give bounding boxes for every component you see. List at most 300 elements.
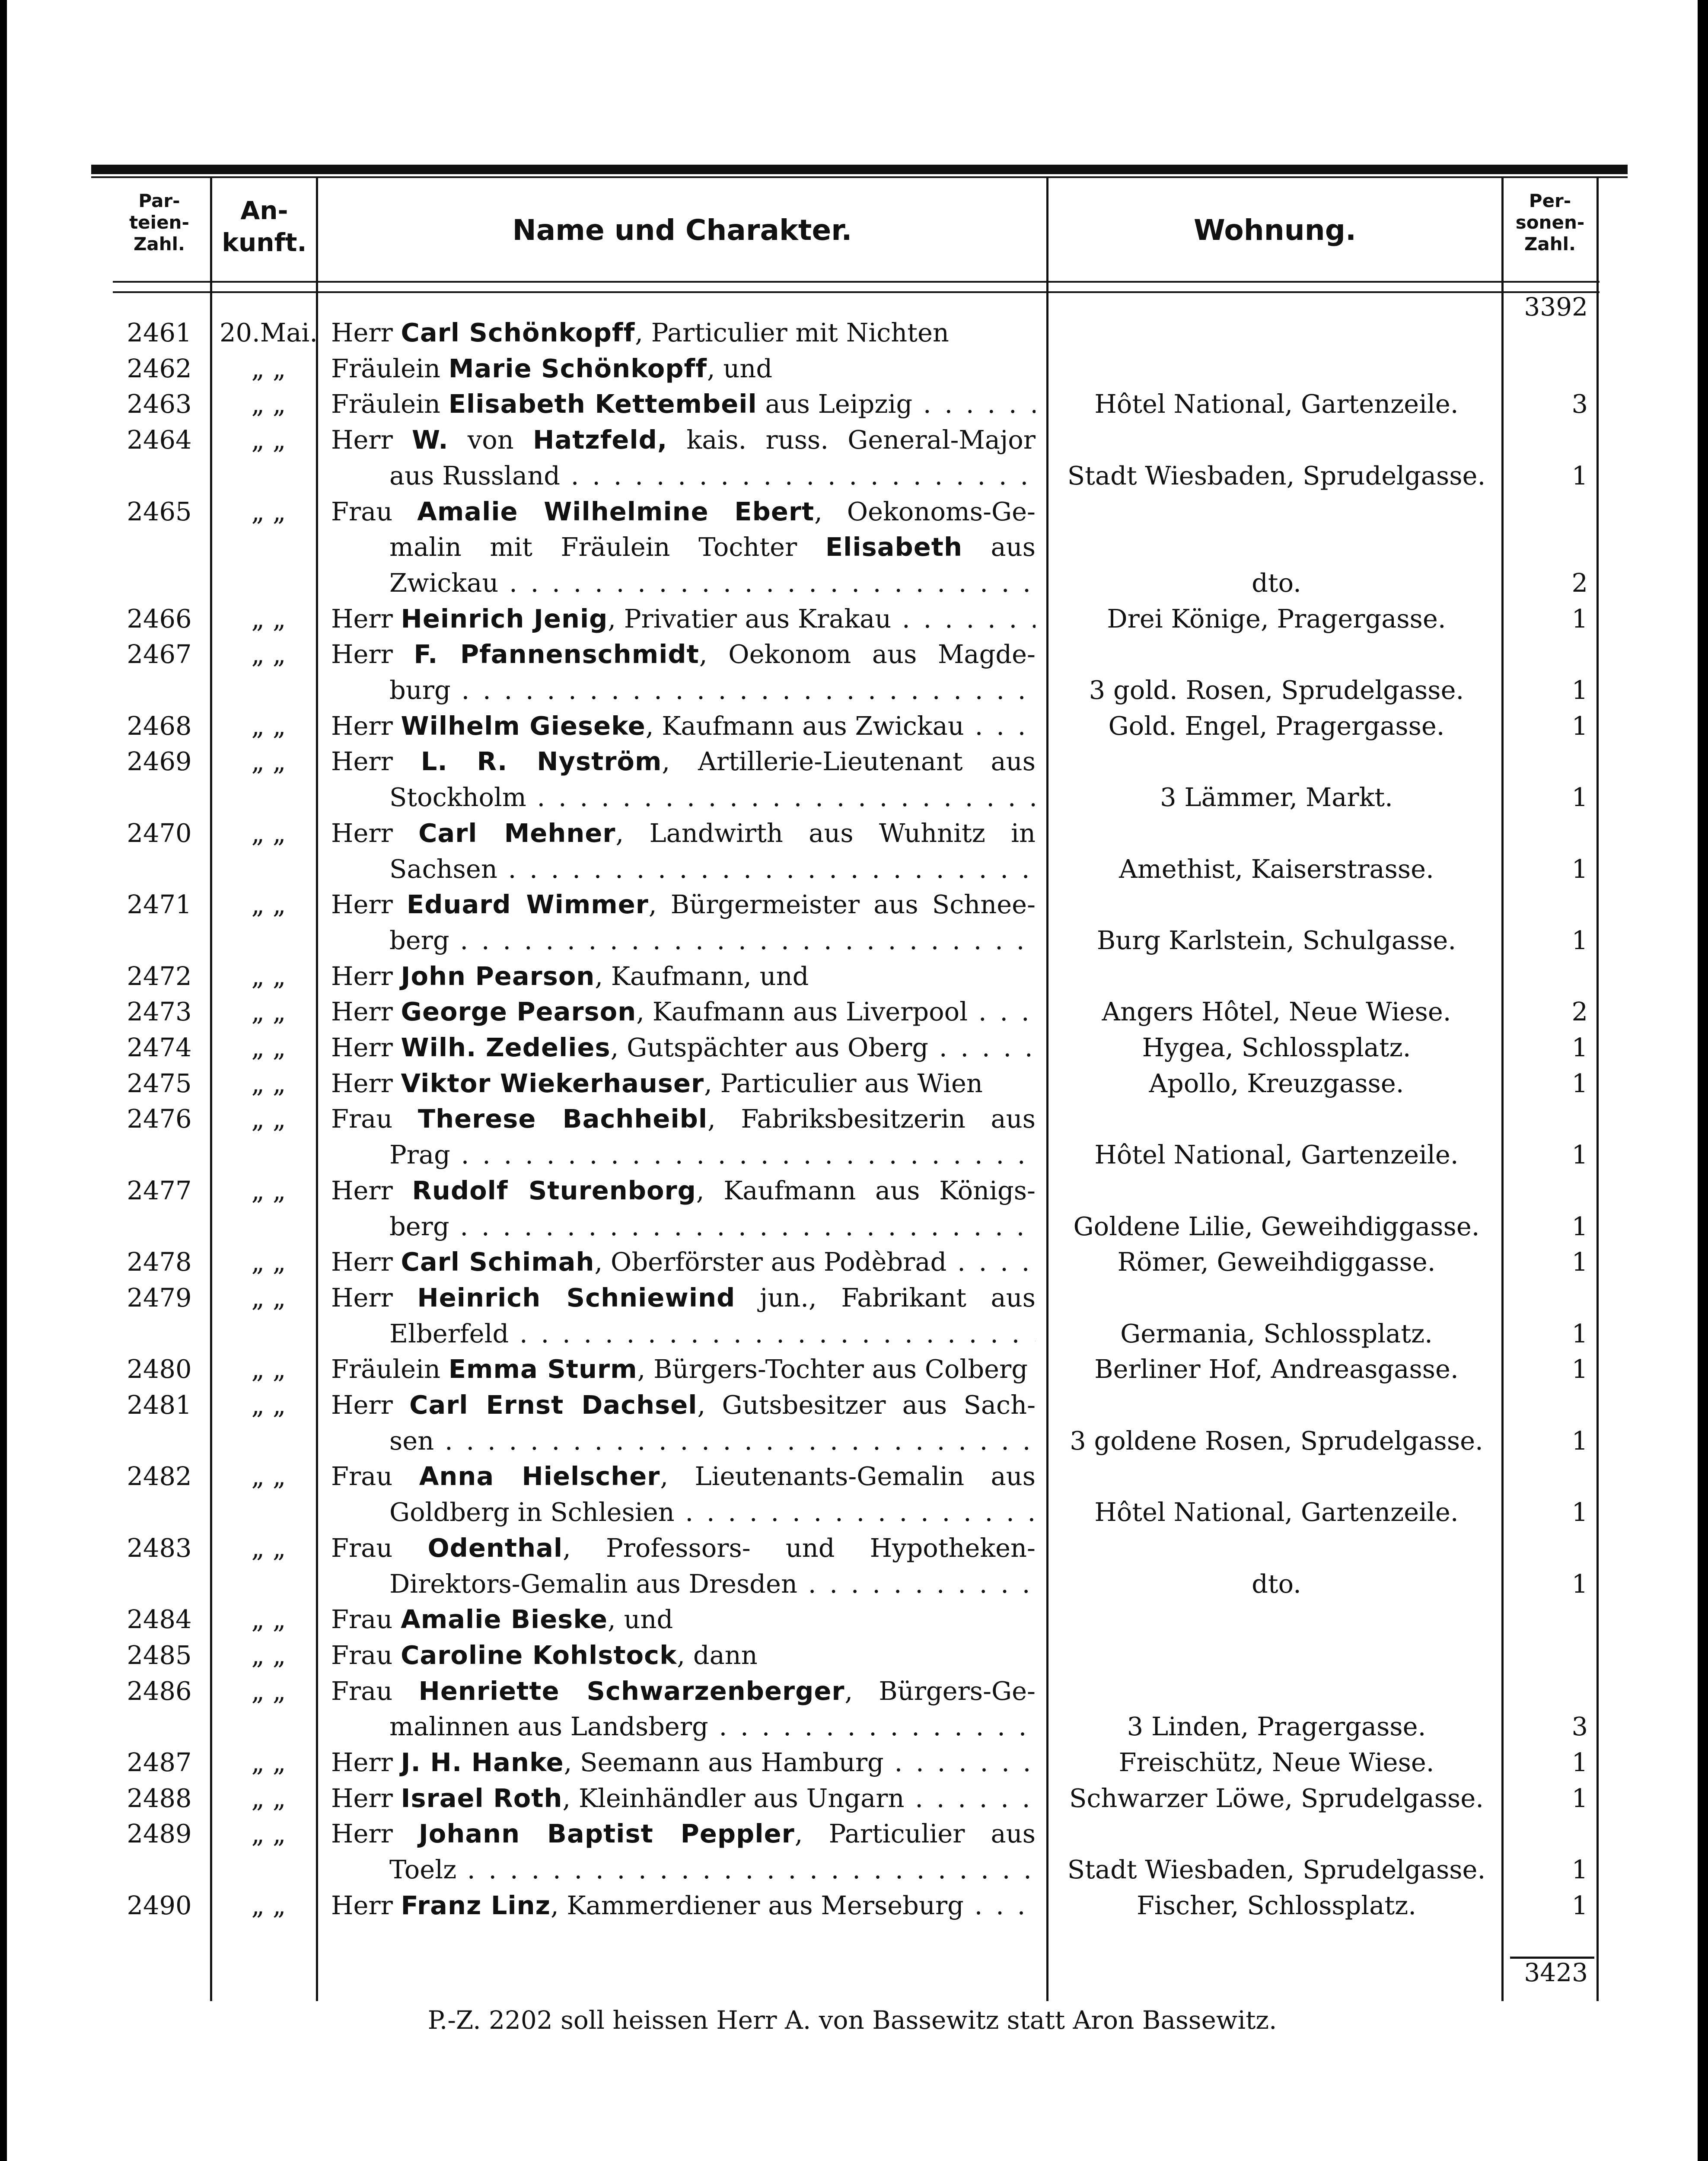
table-row-continuation xyxy=(7,1316,1698,1351)
personen-zahl: 1 xyxy=(1571,1247,1588,1277)
ankunft-date: „ „ xyxy=(251,1247,286,1277)
entry-text: sen xyxy=(389,1425,434,1456)
name-charakter xyxy=(331,886,1036,922)
entry-text: Herr xyxy=(331,1390,410,1420)
name-charakter xyxy=(331,743,1036,779)
personen-zahl: 1 xyxy=(1571,782,1588,813)
entry-text: berg xyxy=(389,1211,449,1241)
table-row xyxy=(7,1387,1698,1423)
name-charakter xyxy=(331,1244,1036,1280)
wohnung: Hygea, Schlossplatz. xyxy=(1142,1033,1411,1062)
person-name: Carl Schimah xyxy=(401,1247,595,1277)
name-charakter xyxy=(331,1101,1036,1137)
entry-text: Herr xyxy=(331,1247,401,1277)
name-charakter xyxy=(331,1351,1036,1387)
name-charakter xyxy=(331,1601,1036,1637)
person-name: Heinrich Schniewind xyxy=(417,1282,736,1313)
entry-text: aus xyxy=(962,532,1036,562)
person-name: J. H. Hanke xyxy=(401,1747,564,1777)
person-name: W. xyxy=(412,425,449,455)
person-name: L. R. Nyström xyxy=(421,746,662,777)
personen-zahl: 2 xyxy=(1571,997,1588,1027)
table-row xyxy=(7,958,1698,994)
entry-text: Frau xyxy=(331,1676,419,1706)
name-charakter xyxy=(331,958,1036,994)
person-name: Elisabeth Kettembeil xyxy=(448,389,757,419)
name-charakter xyxy=(331,601,1036,637)
entry-text: , Kaufmann, und xyxy=(595,961,809,991)
entry-text: , Lieutenants-Gemalin aus xyxy=(660,1461,1036,1492)
entry-text: berg xyxy=(389,925,449,955)
header-rule-second xyxy=(113,291,1600,293)
entry-text: Stockholm xyxy=(389,782,526,813)
parteien-zahl: 2489 xyxy=(127,1819,192,1849)
entry-text: Herr xyxy=(331,1282,417,1313)
parteien-zahl: 2478 xyxy=(127,1247,192,1277)
entry-text: , und xyxy=(608,1604,673,1635)
ankunft-date: „ „ xyxy=(251,1640,286,1670)
entry-text: kais. russ. General-Major xyxy=(667,425,1036,455)
header-parteien: Par- teien- Zahl. xyxy=(129,190,189,255)
name-charakter xyxy=(331,1816,1036,1852)
parteien-zahl: 2471 xyxy=(127,889,192,920)
table-row xyxy=(7,1530,1698,1566)
entry-text: Herr xyxy=(331,1783,401,1813)
name-charakter xyxy=(331,1887,1036,1923)
personen-zahl: 1 xyxy=(1571,711,1588,741)
ankunft-date: „ „ xyxy=(251,496,286,526)
wohnung: Berliner Hof, Andreasgasse. xyxy=(1094,1354,1459,1384)
entry-text: , Kammerdiener aus Merseburg xyxy=(551,1890,964,1920)
name-charakter xyxy=(389,672,1036,708)
person-name: Marie Schönkopff xyxy=(448,353,707,383)
wohnung: Schwarzer Löwe, Sprudelgasse. xyxy=(1069,1783,1484,1813)
name-charakter xyxy=(331,636,1036,672)
ankunft-date: „ „ xyxy=(251,1461,286,1492)
personen-zahl: 3 xyxy=(1571,389,1588,419)
table-row xyxy=(7,1601,1698,1637)
name-charakter xyxy=(331,994,1036,1030)
wohnung: Drei Könige, Pragergasse. xyxy=(1107,603,1446,634)
person-name: F. Pfannenschmidt xyxy=(414,639,699,669)
personen-zahl: 1 xyxy=(1571,925,1588,955)
ankunft-date: „ „ xyxy=(251,1783,286,1813)
entry-text: , Particulier mit Nichten xyxy=(635,318,949,347)
entry-text: , dann xyxy=(677,1640,758,1670)
entry-text: Prag xyxy=(389,1140,450,1170)
personen-zahl: 1 xyxy=(1571,1497,1588,1527)
personen-zahl: 1 xyxy=(1571,603,1588,634)
entry-text: , Kaufmann aus Zwickau xyxy=(645,711,964,741)
entry-text: Direktors-Gemalin aus Dresden xyxy=(389,1568,797,1599)
entry-text: Herr xyxy=(331,997,401,1027)
table-row-continuation xyxy=(7,779,1698,815)
entry-text: , Kaufmann aus Liverpool xyxy=(636,997,968,1027)
personen-zahl: 2 xyxy=(1571,567,1588,598)
person-name: Odenthal xyxy=(427,1533,563,1563)
name-charakter xyxy=(389,458,1036,494)
entry-text: Frau xyxy=(331,1104,418,1134)
entry-text: aus Russland xyxy=(389,460,560,491)
table-row xyxy=(7,1637,1698,1673)
name-charakter xyxy=(331,1530,1036,1566)
person-name: Amalie Bieske xyxy=(401,1604,608,1635)
parteien-zahl: 2480 xyxy=(127,1354,192,1384)
person-name: Heinrich Jenig xyxy=(401,603,608,634)
parteien-zahl: 2468 xyxy=(127,711,192,741)
table-row xyxy=(7,1780,1698,1816)
table-row xyxy=(7,1673,1698,1709)
wohnung: Hôtel National, Gartenzeile. xyxy=(1094,1497,1459,1527)
ankunft-date: „ „ xyxy=(251,711,286,741)
personen-zahl: 1 xyxy=(1571,854,1588,884)
entry-text: malin mit Fräulein Tochter xyxy=(389,532,825,562)
ankunft-date: „ „ xyxy=(251,1890,286,1920)
table-row-continuation xyxy=(7,1137,1698,1173)
person-name: Israel Roth xyxy=(401,1783,563,1813)
entry-text: Herr xyxy=(331,603,401,634)
table-row xyxy=(7,601,1698,637)
name-charakter xyxy=(331,815,1036,851)
personen-zahl: 1 xyxy=(1571,1140,1588,1170)
table-row-continuation xyxy=(7,1852,1698,1887)
table-row xyxy=(7,351,1698,386)
ankunft-date: „ „ xyxy=(251,746,286,777)
table-row-continuation xyxy=(7,1423,1698,1459)
person-name: Carl Ernst Dachsel xyxy=(409,1390,698,1420)
person-name: George Pearson xyxy=(401,997,637,1027)
entry-text: , Bürgers-Tochter aus Colberg xyxy=(637,1354,1028,1384)
entry-text: Herr xyxy=(331,1819,419,1849)
entry-text: , Gutsbesitzer aus Sach- xyxy=(697,1390,1036,1420)
name-charakter xyxy=(389,1316,1036,1351)
wohnung: Amethist, Kaiserstrasse. xyxy=(1119,854,1434,884)
name-charakter xyxy=(331,1458,1036,1494)
table-row-continuation xyxy=(7,1566,1698,1602)
header-name: Name und Charakter. xyxy=(512,214,852,247)
entry-text: Fräulein xyxy=(331,1354,449,1384)
person-name: Caroline Kohlstock xyxy=(401,1640,677,1670)
parteien-zahl: 2487 xyxy=(127,1747,192,1777)
parteien-zahl: 2472 xyxy=(127,961,192,991)
name-charakter xyxy=(331,494,1036,529)
ankunft-date: „ „ xyxy=(251,389,286,419)
name-charakter xyxy=(331,422,1036,458)
parteien-zahl: 2467 xyxy=(127,639,192,669)
wohnung: dto. xyxy=(1252,1568,1301,1599)
person-name: Franz Linz xyxy=(401,1890,551,1920)
entry-text: Frau xyxy=(331,496,417,526)
parteien-zahl: 2466 xyxy=(127,603,192,634)
entry-text: von xyxy=(448,425,533,455)
wohnung: Hôtel National, Gartenzeile. xyxy=(1094,1140,1459,1170)
entry-text: Frau xyxy=(331,1640,401,1670)
entry-text: Frau xyxy=(331,1461,419,1492)
entry-text: , Particulier aus Wien xyxy=(704,1068,983,1098)
ankunft-date: „ „ xyxy=(251,425,286,455)
entry-text: , Professors- und Hypotheken- xyxy=(563,1533,1036,1563)
entry-text: Frau xyxy=(331,1533,428,1563)
table-row xyxy=(7,1065,1698,1101)
ankunft-date: „ „ xyxy=(251,1282,286,1313)
personen-zahl: 1 xyxy=(1571,675,1588,705)
name-charakter xyxy=(389,1494,1036,1530)
ankunft-date: „ „ xyxy=(251,818,286,848)
entry-text: jun., Fabrikant aus xyxy=(735,1282,1036,1313)
name-charakter xyxy=(331,708,1036,744)
parteien-zahl: 2464 xyxy=(127,425,192,455)
name-charakter xyxy=(331,351,1036,386)
entry-text: burg xyxy=(389,675,451,705)
name-charakter xyxy=(389,1208,1036,1244)
entry-text: , Bürgers-Ge- xyxy=(844,1676,1036,1706)
parteien-zahl: 2469 xyxy=(127,746,192,777)
personen-zahl: 1 xyxy=(1571,1568,1588,1599)
table-row xyxy=(7,1030,1698,1065)
entry-text: Herr xyxy=(331,1747,401,1777)
ankunft-date: 20.Mai. xyxy=(219,318,318,347)
name-charakter xyxy=(389,779,1036,815)
personen-zahl: 1 xyxy=(1571,1318,1588,1348)
ankunft-date: „ „ xyxy=(251,1068,286,1098)
parteien-zahl: 2470 xyxy=(127,818,192,848)
table-row-continuation xyxy=(7,851,1698,887)
table-row-continuation xyxy=(7,1208,1698,1244)
name-charakter xyxy=(389,1137,1036,1173)
entry-text: , Landwirth aus Wuhnitz in xyxy=(615,818,1036,848)
table-row xyxy=(7,494,1698,529)
entry-text: Herr xyxy=(331,961,401,991)
personen-zahl: 1 xyxy=(1571,1211,1588,1241)
entry-text: Herr xyxy=(331,746,421,777)
table-row-continuation xyxy=(7,458,1698,494)
entry-text: Zwickau xyxy=(389,567,499,598)
entry-text: Fräulein xyxy=(331,353,449,383)
top-rule xyxy=(91,165,1628,174)
parteien-zahl: 2490 xyxy=(127,1890,192,1920)
table-row-continuation xyxy=(7,565,1698,601)
table-row xyxy=(7,1458,1698,1494)
document-page xyxy=(7,0,1698,2161)
entry-text: , Kleinhändler aus Ungarn xyxy=(562,1783,905,1813)
entry-text: Fräulein xyxy=(331,389,449,419)
table-row xyxy=(7,1816,1698,1852)
ankunft-date: „ „ xyxy=(251,1819,286,1849)
entry-text: , und xyxy=(707,353,773,383)
personen-zahl: 1 xyxy=(1571,1855,1588,1885)
parteien-zahl: 2481 xyxy=(127,1390,192,1420)
wohnung: Stadt Wiesbaden, Sprudelgasse. xyxy=(1067,460,1486,491)
name-charakter xyxy=(331,1030,1036,1065)
person-name: Wilh. Zedelies xyxy=(401,1033,611,1062)
footnote: P.-Z. 2202 soll heissen Herr A. von Bassewitz statt Aron Bassewitz. xyxy=(427,2005,1277,2035)
wohnung: Angers Hôtel, Neue Wiese. xyxy=(1102,997,1451,1027)
entry-text: aus Leipzig xyxy=(757,389,913,419)
entry-text: Elberfeld xyxy=(389,1318,509,1348)
personen-zahl: 1 xyxy=(1571,1425,1588,1456)
ankunft-date: „ „ xyxy=(251,997,286,1027)
table-row xyxy=(7,315,1698,351)
header-rule xyxy=(113,281,1600,283)
parteien-zahl: 2473 xyxy=(127,997,192,1027)
name-charakter xyxy=(331,386,1036,422)
person-name: Johann Baptist Peppler xyxy=(418,1819,795,1849)
ankunft-date: „ „ xyxy=(251,1390,286,1420)
entry-text: Goldberg in Schlesien xyxy=(389,1497,675,1527)
header-ankunft: An- kunft. xyxy=(222,196,307,257)
parteien-zahl: 2482 xyxy=(127,1461,192,1492)
name-charakter xyxy=(389,922,1036,958)
header-personen: Per- sonen- Zahl. xyxy=(1515,190,1585,255)
parteien-zahl: 2462 xyxy=(127,353,192,383)
parteien-zahl: 2488 xyxy=(127,1783,192,1813)
wohnung: Gold. Engel, Pragergasse. xyxy=(1108,711,1445,741)
header-wohnung: Wohnung. xyxy=(1193,214,1357,247)
table-row-continuation xyxy=(7,922,1698,958)
name-charakter xyxy=(389,1708,1036,1744)
ankunft-date: „ „ xyxy=(251,1533,286,1563)
name-charakter xyxy=(331,1065,1036,1101)
table-row xyxy=(7,422,1698,458)
ankunft-date: „ „ xyxy=(251,961,286,991)
name-charakter xyxy=(331,315,1036,351)
entry-text: Herr xyxy=(331,639,414,669)
table-row xyxy=(7,1351,1698,1387)
person-name: Hatzfeld, xyxy=(532,425,668,455)
ankunft-date: „ „ xyxy=(251,639,286,669)
personen-zahl: 1 xyxy=(1571,460,1588,491)
person-name: Therese Bachheibl xyxy=(417,1104,708,1134)
carry-total: 3392 xyxy=(1524,292,1588,322)
person-name: Anna Hielscher xyxy=(419,1461,660,1492)
personen-zahl: 1 xyxy=(1571,1354,1588,1384)
person-name: Viktor Wiekerhauser xyxy=(401,1068,704,1098)
table-row xyxy=(7,815,1698,851)
table-row-continuation xyxy=(7,529,1698,565)
parteien-zahl: 2463 xyxy=(127,389,192,419)
entry-text: Toelz xyxy=(389,1855,457,1885)
entry-text: , Bürgermeister aus Schnee- xyxy=(648,889,1036,920)
wohnung: Stadt Wiesbaden, Sprudelgasse. xyxy=(1067,1855,1486,1885)
parteien-zahl: 2461 xyxy=(127,318,192,347)
parteien-zahl: 2484 xyxy=(127,1604,192,1635)
wohnung: 3 gold. Rosen, Sprudelgasse. xyxy=(1089,675,1464,705)
table-row xyxy=(7,386,1698,422)
entry-text: Herr xyxy=(331,425,412,455)
wohnung: 3 goldene Rosen, Sprudelgasse. xyxy=(1070,1425,1483,1456)
table-row xyxy=(7,886,1698,922)
entry-text: Herr xyxy=(331,1175,412,1205)
personen-zahl: 1 xyxy=(1571,1890,1588,1920)
ankunft-date: „ „ xyxy=(251,1033,286,1062)
parteien-zahl: 2475 xyxy=(127,1068,192,1098)
parteien-zahl: 2486 xyxy=(127,1676,192,1706)
name-charakter xyxy=(331,1280,1036,1316)
name-charakter xyxy=(389,529,1036,565)
entry-text: Herr xyxy=(331,889,407,920)
ankunft-date: „ „ xyxy=(251,603,286,634)
entry-text: Herr xyxy=(331,818,419,848)
entry-text: Herr xyxy=(331,1890,401,1920)
name-charakter xyxy=(331,1637,1036,1673)
entry-text: , Particulier aus xyxy=(794,1819,1036,1849)
entry-text: , Oekonoms-Ge- xyxy=(814,496,1036,526)
wohnung: Apollo, Kreuzgasse. xyxy=(1149,1068,1404,1098)
final-total: 3423 xyxy=(1524,1958,1588,1987)
table-row xyxy=(7,636,1698,672)
person-name: Wilhelm Gieseke xyxy=(401,711,646,741)
person-name: John Pearson xyxy=(401,961,595,991)
entry-text: , Gutspächter aus Oberg xyxy=(610,1033,929,1062)
personen-zahl: 1 xyxy=(1571,1033,1588,1062)
ankunft-date: „ „ xyxy=(251,353,286,383)
entry-text: Herr xyxy=(331,318,401,347)
name-charakter xyxy=(389,1566,1036,1602)
wohnung: 3 Lämmer, Markt. xyxy=(1160,782,1393,813)
name-charakter xyxy=(389,851,1036,887)
ankunft-date: „ „ xyxy=(251,1354,286,1384)
wohnung: Burg Karlstein, Schulgasse. xyxy=(1096,925,1456,955)
table-row xyxy=(7,994,1698,1030)
entry-text: Herr xyxy=(331,711,401,741)
person-name: Emma Sturm xyxy=(448,1354,637,1384)
wohnung: 3 Linden, Pragergasse. xyxy=(1127,1712,1426,1742)
wohnung: Hôtel National, Gartenzeile. xyxy=(1094,389,1459,419)
entry-text: , Artillerie-Lieutenant aus xyxy=(662,746,1036,777)
wohnung: Germania, Schlossplatz. xyxy=(1120,1318,1433,1348)
wohnung: Goldene Lilie, Geweihdiggasse. xyxy=(1073,1211,1480,1241)
ankunft-date: „ „ xyxy=(251,1676,286,1706)
parteien-zahl: 2485 xyxy=(127,1640,192,1670)
wohnung: Freischütz, Neue Wiese. xyxy=(1118,1747,1434,1777)
wohnung: dto. xyxy=(1252,567,1301,598)
entry-text: , Kaufmann aus Königs- xyxy=(696,1175,1036,1205)
person-name: Carl Schönkopff xyxy=(401,318,635,347)
table-row xyxy=(7,1101,1698,1137)
entry-text: Sachsen xyxy=(389,854,497,884)
table-row xyxy=(7,1244,1698,1280)
parteien-zahl: 2465 xyxy=(127,496,192,526)
name-charakter xyxy=(389,565,1036,601)
entry-text: Frau xyxy=(331,1604,401,1635)
personen-zahl: 1 xyxy=(1571,1783,1588,1813)
name-charakter xyxy=(389,1423,1036,1459)
entry-text: Herr xyxy=(331,1068,401,1098)
parteien-zahl: 2479 xyxy=(127,1282,192,1313)
table-row-continuation xyxy=(7,672,1698,708)
ankunft-date: „ „ xyxy=(251,1747,286,1777)
entry-text: Herr xyxy=(331,1033,401,1062)
wohnung: Fischer, Schlossplatz. xyxy=(1136,1890,1417,1920)
person-name: Elisabeth xyxy=(825,532,962,562)
table-row xyxy=(7,743,1698,779)
name-charakter xyxy=(331,1673,1036,1709)
person-name: Henriette Schwarzenberger xyxy=(418,1676,845,1706)
parteien-zahl: 2477 xyxy=(127,1175,192,1205)
personen-zahl: 1 xyxy=(1571,1747,1588,1777)
entry-text: , Seemann aus Hamburg xyxy=(564,1747,884,1777)
table-row xyxy=(7,1887,1698,1923)
person-name: Amalie Wilhelmine Ebert xyxy=(417,496,815,526)
entry-text: , Oberförster aus Podèbrad xyxy=(594,1247,947,1277)
personen-zahl: 3 xyxy=(1571,1712,1588,1742)
table-row xyxy=(7,1280,1698,1316)
parteien-zahl: 2476 xyxy=(127,1104,192,1134)
entry-text: , Fabriksbesitzerin aus xyxy=(707,1104,1036,1134)
entry-text: malinnen aus Landsberg xyxy=(389,1712,708,1742)
table-row-continuation xyxy=(7,1494,1698,1530)
table-row xyxy=(7,708,1698,744)
